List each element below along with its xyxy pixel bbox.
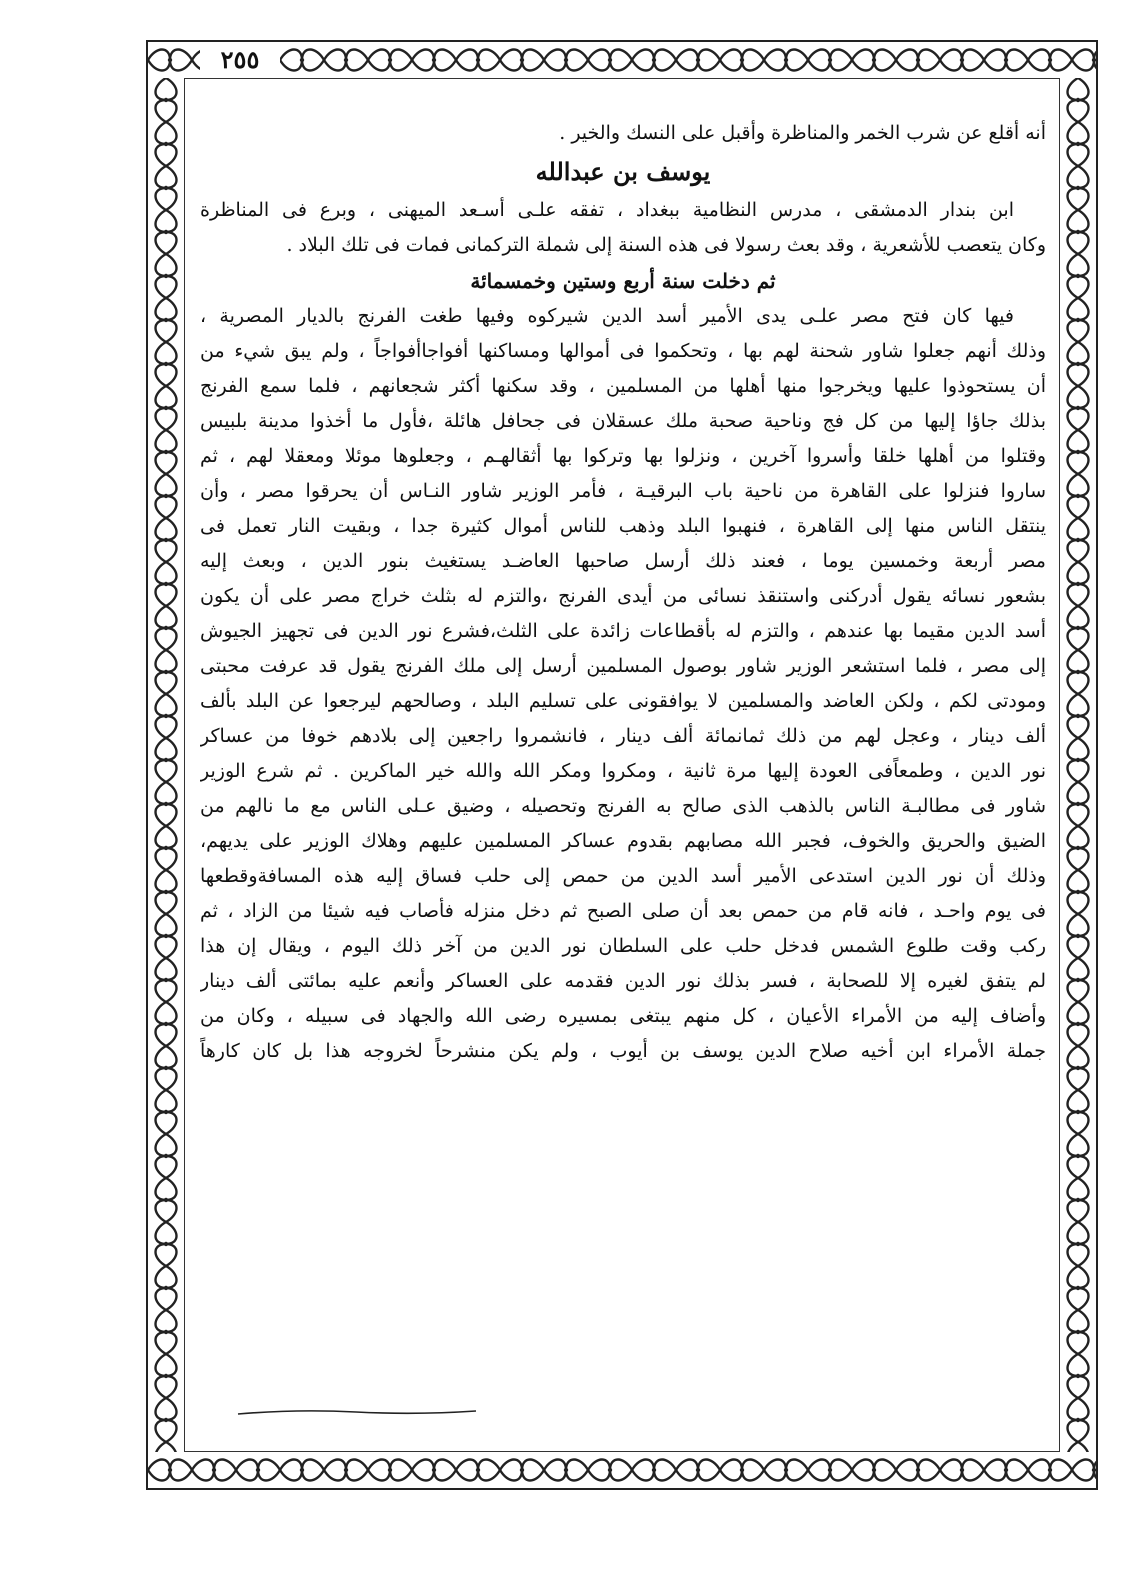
ornamental-border-top bbox=[148, 42, 1096, 78]
page-number: ٢٥٥ bbox=[200, 44, 280, 76]
ornamental-border-left bbox=[148, 78, 184, 1452]
biography-line: وكان يتعصب للأشعرية ، وقد بعث رسولا فى هذه السنة إلى شملة التركمانى فمات فى تلك البلاد . bbox=[286, 234, 1046, 256]
body-line: ينتقل الناس منها إلى القاهرة ، فنهبوا البلد وذهب للناس أموال كثيرة جدا ، وبقيت النار تعمل فى bbox=[200, 515, 1046, 537]
body-line: ساروا فنزلوا على القاهرة من ناحية باب البرقيـة ، فأمر الوزير شاور النـاس أن يحرقوا مصر ، وأن bbox=[200, 480, 1046, 502]
body-line: مصر أربعة وخمسين يوما ، فعند ذلك أرسل صاحبها العاضـد يستغيث بنور الدين ، وبعث إليه bbox=[200, 550, 1046, 572]
biography-heading: يوسف بن عبدالله bbox=[535, 157, 711, 186]
body-line: وذلك أن نور الدين استدعى الأمير أسد الدين من حمص إلى حلب فساق إليه هذه المسافةوقطعها bbox=[200, 865, 1046, 887]
ornamental-border-bottom bbox=[148, 1452, 1096, 1488]
body-line: وقتلوا من أهلها خلقا وأسروا آخرين ، ونزلوا بها وتركوا بها أثقالهـم ، وجعلوها موئلا ومعقلا لهم ، ثم bbox=[200, 445, 1046, 467]
body-line: الضيق والحريق والخوف، فجبر الله مصابهم بقدوم عساكر المسلمين عليهم وهلاك الوزير على يديهم، bbox=[200, 830, 1046, 852]
body-line: جملة الأمراء ابن أخيه صلاح الدين يوسف بن أيوب ، ولم يكن منشرحاً لخروجه هذا بل كان كارهاً bbox=[200, 1040, 1046, 1062]
page-body bbox=[200, 116, 1046, 1069]
body-line: فى يوم واحـد ، فانه قام من حمص بعد أن صلى الصبح ثم دخل منزله فأصاب فيه شيئا من الزاد ، ثم bbox=[200, 900, 1046, 922]
body-line: ألف دينار ، وعجل لهم من ذلك ثمانمائة ألف دينار ، فانشمروا راجعين إلى بلادهم خوفا من عساكر bbox=[200, 725, 1046, 747]
biography-line: ابن بندار الدمشقى ، مدرس النظامية ببغداد ، تفقه علـى أسـعد الميهنى ، وبرع فى المناظرة bbox=[200, 199, 1014, 221]
ornamental-border-right bbox=[1060, 78, 1096, 1452]
body-line: ومودتى لكم ، ولكن العاضد والمسلمين لا يوافقونى على تسليم البلد ، وصالحهم ليرجعوا عن البلد بألف bbox=[200, 690, 1046, 712]
body-line: أسد الدين مقيما بها عندهم ، والتزم له بأقطاعات زائدة على الثلث،فشرع نور الدين فى تجهيز الجيوش bbox=[200, 620, 1046, 642]
body-line: بشعور نسائه يقول أدركنى واستنقذ نسائى من أيدى الفرنج ،والتزم له بثلث خراج مصر على أن يكون bbox=[200, 585, 1046, 607]
opening-line: أنه أقلع عن شرب الخمر والمناظرة وأقبل على النسك والخير . bbox=[559, 122, 1046, 144]
handwritten-underline bbox=[236, 1407, 478, 1417]
body-line: وذلك أنهم جعلوا شاور شحنة لهم بها ، وتحكموا فى أموالها ومساكنها أفواجاأفواجاً ، ولم يبق شيء من bbox=[200, 340, 1046, 362]
body-line: فيها كان فتح مصر علـى يدى الأمير أسد الدين شيركوه وفيها طغت الفرنج بالديار المصرية ، bbox=[200, 305, 1014, 327]
body-line: نور الدين ، وطمعاًفى العودة إليها مرة ثانية ، ومكروا ومكر الله والله خير الماكرين . ثم شرع الوزير bbox=[200, 760, 1046, 782]
body-line: إلى مصر ، فلما استشعر الوزير شاور بوصول المسلمين أرسل إلى ملك الفرنج يقول قد عرفت محبتى bbox=[200, 655, 1046, 677]
body-line: بذلك جاؤا إليها من كل فج وناحية صحبة ملك عسقلان فى جحافل هائلة ،فأول ما أخذوا مدينة بلبيس bbox=[200, 410, 1046, 432]
body-line: وأضاف إليه من الأمراء الأعيان ، كل منهم يبتغى بمسيره رضى الله والجهاد فى سبيله ، وكان من bbox=[200, 1005, 1046, 1027]
year-heading: ثم دخلت سنة أربع وستين وخمسمائة bbox=[470, 269, 776, 293]
body-line: ركب وقت طلوع الشمس فدخل حلب على السلطان نور الدين من آخر ذلك اليوم ، ويقال إن هذا bbox=[200, 935, 1046, 957]
body-line: شاور فى مطالبـة الناس بالذهب الذى صالح به الفرنج وتحصيله ، وضيق عـلى الناس مع ما نالهم من bbox=[200, 795, 1046, 817]
body-line: أن يستحوذوا عليها ويخرجوا منها أهلها من المسلمين ، وقد سكنها أكثر شجعانهم ، فلما سمع الفرنج bbox=[200, 375, 1046, 397]
body-line: لم يتفق لغيره إلا للصحابة ، فسر بذلك نور الدين فقدمه على العساكر وأنعم عليه بمائتى ألف دينار bbox=[200, 970, 1046, 992]
